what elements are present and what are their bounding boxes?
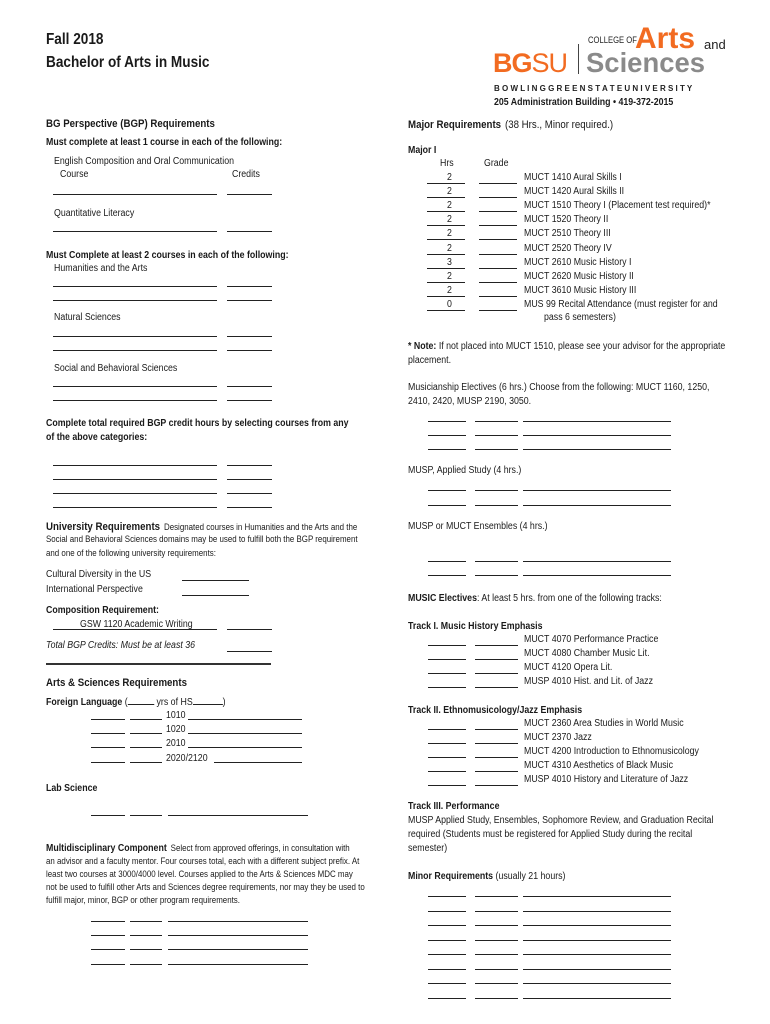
course-hrs: 0: [447, 298, 452, 310]
track-course: MUSP 4010 Hist. and Lit. of Jazz: [524, 676, 653, 687]
course-hrs: 2: [447, 172, 452, 183]
natural-label: Natural Sciences: [54, 312, 121, 323]
total-bgp: Total BGP Credits: Must be at least 36: [46, 640, 196, 651]
track-course: MUCT 4120 Opera Lit.: [524, 662, 613, 673]
musicianship-1: Musicianship Electives (6 hrs.) Choose from the following: MUCT 1160, 1250,: [408, 382, 710, 393]
course-name: MUCT 3610 Music History III: [524, 284, 637, 296]
track3-line-3: semester): [408, 843, 448, 854]
course-name: MUCT 1420 Aural Skills II: [524, 186, 625, 198]
musicianship-2: 2410, 2420, MUSP 2190, 3050.: [408, 396, 532, 407]
cultural-label: Cultural Diversity in the US: [46, 569, 152, 580]
logo-su: SU: [531, 48, 568, 78]
as-heading: Arts & Sciences Requirements: [46, 677, 187, 689]
track-course: MUCT 4070 Performance Practice: [524, 634, 659, 645]
logo-and: and: [704, 37, 726, 52]
electives-row: [408, 593, 662, 605]
course-hrs: 2: [447, 200, 452, 212]
address-line: 205 Administration Building • 419-372-2015: [494, 97, 674, 108]
electives-label: MUSIC Electives: [408, 593, 477, 604]
eng-comp-label: English Composition and Oral Communication: [54, 156, 235, 167]
course-hrs: 2: [447, 270, 452, 282]
course-hrs: 2: [447, 242, 452, 254]
fl-2020: 2020/2120: [166, 753, 208, 764]
term-title: Fall 2018: [46, 31, 104, 48]
hrs-col-label: Hrs: [440, 158, 454, 169]
track-course: MUSP 4010 History and Literature of Jazz: [524, 774, 689, 785]
course-hrs: 2: [447, 214, 452, 226]
fl-1010: 1010: [166, 710, 186, 721]
note-2: placement.: [408, 355, 452, 366]
minor-note: (usually 21 hours): [495, 871, 566, 882]
major-i-label: Major I: [408, 145, 437, 156]
minor-row: [408, 871, 565, 883]
mus99-cont: pass 6 semesters): [544, 312, 616, 323]
course-name: MUCT 1510 Theory I (Placement test required)*: [524, 200, 711, 212]
note-row: [408, 341, 725, 353]
course-name: MUS 99 Recital Attendance (must register for and: [524, 298, 718, 310]
track-course: MUCT 2360 Area Studies in World Music: [524, 718, 684, 729]
multi-4: not be used to fulfill other Arts and Sciences degree requirements, nor may they be used to: [46, 882, 365, 892]
fl-2010: 2010: [166, 738, 186, 749]
quant-label: Quantitative Literacy: [54, 208, 135, 219]
social-label: Social and Behavioral Sciences: [54, 363, 178, 374]
course-name: MUCT 2620 Music History II: [524, 270, 634, 282]
yrs-open: (: [124, 697, 128, 708]
logo-university: B O W L I N G G R E E N S T A T E U N I V E R S I T Y: [494, 84, 693, 93]
track-course: MUCT 4310 Aesthetics of Black Music: [524, 760, 674, 771]
bgp-must-two: Must Complete at least 2 courses in each of the following:: [46, 250, 289, 261]
major-heading-row: [408, 117, 613, 132]
course-name: MUCT 1410 Aural Skills I: [524, 172, 622, 183]
university-heading: University Requirements: [46, 521, 161, 533]
fl-1020: 1020: [166, 724, 186, 735]
course-hrs: 2: [447, 284, 452, 296]
track-course: MUCT 2370 Jazz: [524, 732, 592, 743]
track3-line-2: required (Students must be registered for Applied Study during the recital: [408, 829, 693, 840]
yrs-close: ): [222, 697, 226, 708]
logo-arts: Arts: [635, 22, 696, 55]
gsw-course: GSW 1120 Academic Writing: [80, 619, 193, 630]
course-name: MUCT 2520 Theory IV: [524, 242, 612, 254]
university-desc-3: and one of the following university requirements:: [46, 548, 216, 558]
logo-bg: BG: [493, 48, 532, 78]
applied-label: MUSP, Applied Study (4 hrs.): [408, 465, 522, 476]
multi-2: an advisor and a faculty mentor. Four courses total, each with a different subject prefix. At: [46, 856, 360, 866]
multi-3: least two courses at 3000/4000 level. Courses applied to the Arts & Sciences MDC may: [46, 869, 353, 879]
major-heading: Major Requirements: [408, 119, 502, 131]
complete-total-2: of the above categories:: [46, 432, 148, 443]
international-label: International Perspective: [46, 584, 143, 595]
track3-line-1: MUSP Applied Study, Ensembles, Sophomore Review, and Graduation Recital: [408, 815, 714, 826]
degree-title: Bachelor of Arts in Music: [46, 54, 210, 71]
humanities-label: Humanities and the Arts: [54, 263, 148, 274]
course-name: MUCT 2610 Music History I: [524, 256, 632, 268]
minor-label: Minor Requirements: [408, 871, 494, 882]
course-hrs: 3: [447, 256, 452, 268]
track-course: MUCT 4080 Chamber Music Lit.: [524, 648, 650, 659]
note-label: * Note:: [408, 341, 437, 352]
electives-text: : At least 5 hrs. from one of the following tracks:: [476, 593, 662, 604]
course-col-label: Course: [60, 169, 89, 180]
course-name: MUCT 2510 Theory III: [524, 228, 611, 240]
complete-total-1: Complete total required BGP credit hours by selecting courses from any: [46, 418, 349, 429]
multi-1: Select from approved offerings, in consultation with: [170, 843, 350, 853]
multi-5: fulfill major, minor, BGP or other program requirements.: [46, 895, 240, 905]
course-name: MUCT 1520 Theory II: [524, 214, 609, 226]
composition-heading: Composition Requirement:: [46, 605, 159, 616]
track1-heading: Track I. Music History Emphasis: [408, 621, 543, 632]
course-hrs: 2: [447, 228, 452, 240]
track-course: MUCT 4200 Introduction to Ethnomusicology: [524, 746, 699, 757]
foreign-language-row: [46, 697, 226, 709]
bgp-heading: BG Perspective (BGP) Requirements: [46, 118, 215, 130]
yrs-hs-label: yrs of HS: [156, 697, 193, 708]
lab-science-label: Lab Science: [46, 783, 98, 794]
grade-col-label: Grade: [484, 158, 509, 169]
note-1: If not placed into MUCT 1510, please see your advisor for the appropriate: [438, 341, 726, 352]
bgp-must-one: Must complete at least 1 course in each of the following:: [46, 137, 283, 148]
track3-heading: Track III. Performance: [408, 801, 500, 812]
university-desc-1: Designated courses in Humanities and the Arts and the: [163, 522, 358, 532]
logo-college-of: COLLEGE OF: [588, 35, 637, 45]
multi-heading: Multidisciplinary Component: [46, 843, 167, 854]
logo-sciences: Sciences: [586, 47, 705, 78]
major-heading-note: (38 Hrs., Minor required.): [504, 119, 614, 131]
credits-col-label: Credits: [232, 169, 260, 180]
ensembles-label: MUSP or MUCT Ensembles (4 hrs.): [408, 521, 548, 532]
course-hrs: 2: [447, 186, 452, 198]
foreign-language-label: Foreign Language: [46, 697, 123, 708]
track2-heading: Track II. Ethnomusicology/Jazz Emphasis: [408, 705, 583, 716]
university-desc-2: Social and Behavioral Sciences domains may be used to fulfill both the BGP requirement: [46, 534, 358, 544]
